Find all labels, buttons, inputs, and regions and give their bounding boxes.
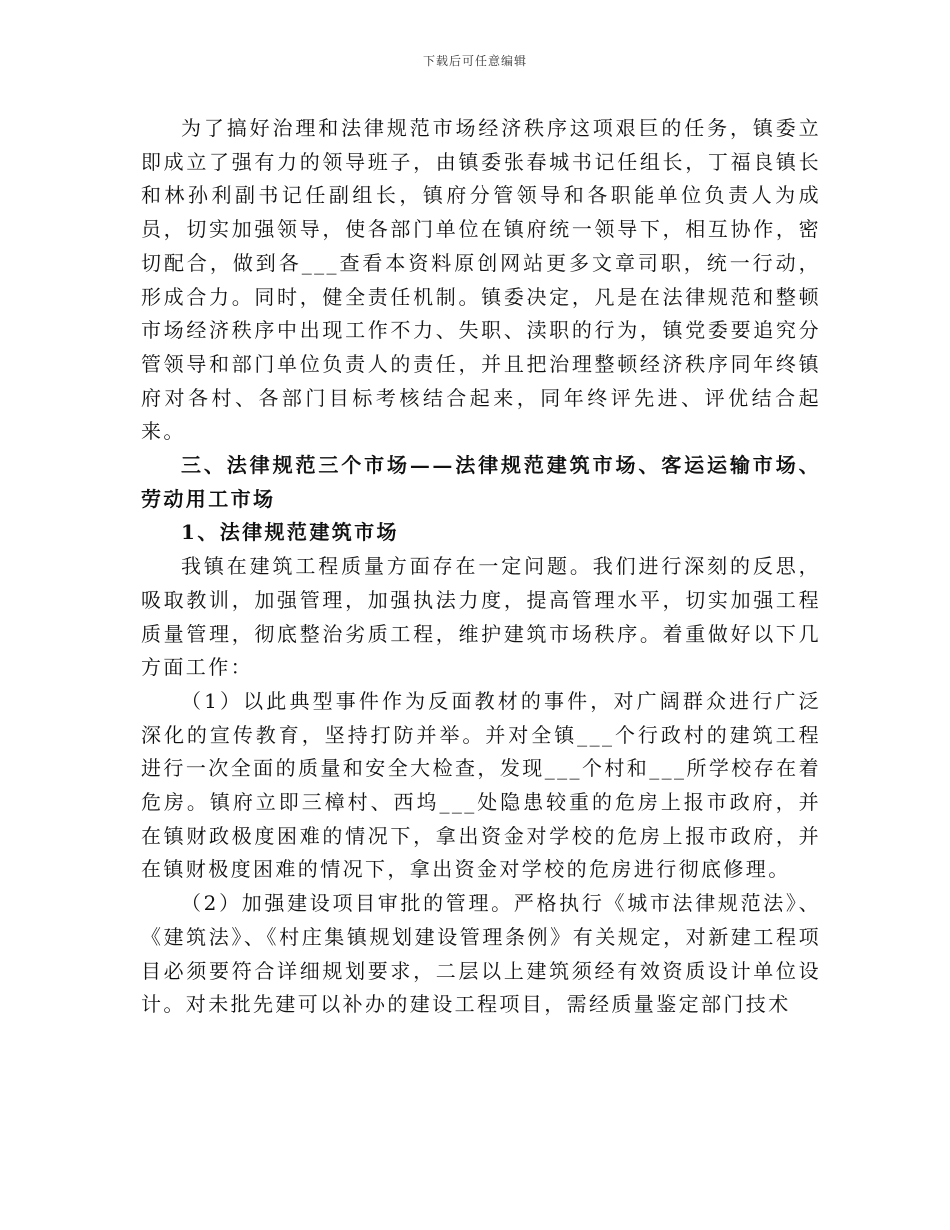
paragraph-item-1: （1）以此典型事件作为反面教材的事件，对广阔群众进行广泛深化的宣传教育，坚持打防并举。并对全镇___个行政村的建筑工程进行一次全面的质量和安全大检查，发现___个村和___所学校存在着危房。镇府立即三樟村、西坞___处隐患较重的危房上报市政府，并在镇财政极度困难的情况下，拿出资金对学校的危房上报市政府，并在镇财极度困难的情况下，拿出资金对学校的危房进行彻底修理。 [141, 688, 821, 882]
section-heading-three-markets: 三、法律规范三个市场——法律规范建筑市场、客运运输市场、劳动用工市场 [141, 453, 821, 511]
subsection-heading-construction-market: 1、法律规范建筑市场 [181, 520, 399, 545]
document-body [141, 112, 821, 1022]
paragraph-item-2: （2）加强建设项目审批的管理。严格执行《城市法律规范法》、《建筑法》、《村庄集镇规划建设管理条例》有关规定，对新建工程项目必须要符合详细规划要求，二层以上建筑须经有效资质设计单位设计。对未批先建可以补办的建设工程项目，需经质量鉴定部门技术 [141, 891, 821, 1017]
paragraph-leadership: 为了搞好治理和法律规范市场经济秩序这项艰巨的任务，镇委立即成立了强有力的领导班子，由镇委张春城书记任组长，丁福良镇长和林孙利副书记任副组长，镇府分管领导和各职能单位负责人为成员，切实加强领导，使各部门单位在镇府统一领导下，相互协作，密切配合，做到各___查看本资料原创网站更多文章司职，统一行动，形成合力。同时，健全责任机制。镇委决定，凡是在法律规范和整顿市场经济秩序中出现工作不力、失职、渎职的行为，镇党委要追究分管领导和部门单位负责人的责任，并且把治理整顿经济秩序同年终镇府对各村、各部门目标考核结合起来，同年终评先进、评优结合起来。 [141, 116, 821, 444]
paragraph-construction-quality: 我镇在建筑工程质量方面存在一定问题。我们进行深刻的反思，吸取教训，加强管理，加强执法力度，提高管理水平，切实加强工程质量管理，彻底整治劣质工程，维护建筑市场秩序。着重做好以下几方面工作： [141, 554, 821, 680]
page-header: 下载后可任意编辑 [422, 54, 527, 68]
